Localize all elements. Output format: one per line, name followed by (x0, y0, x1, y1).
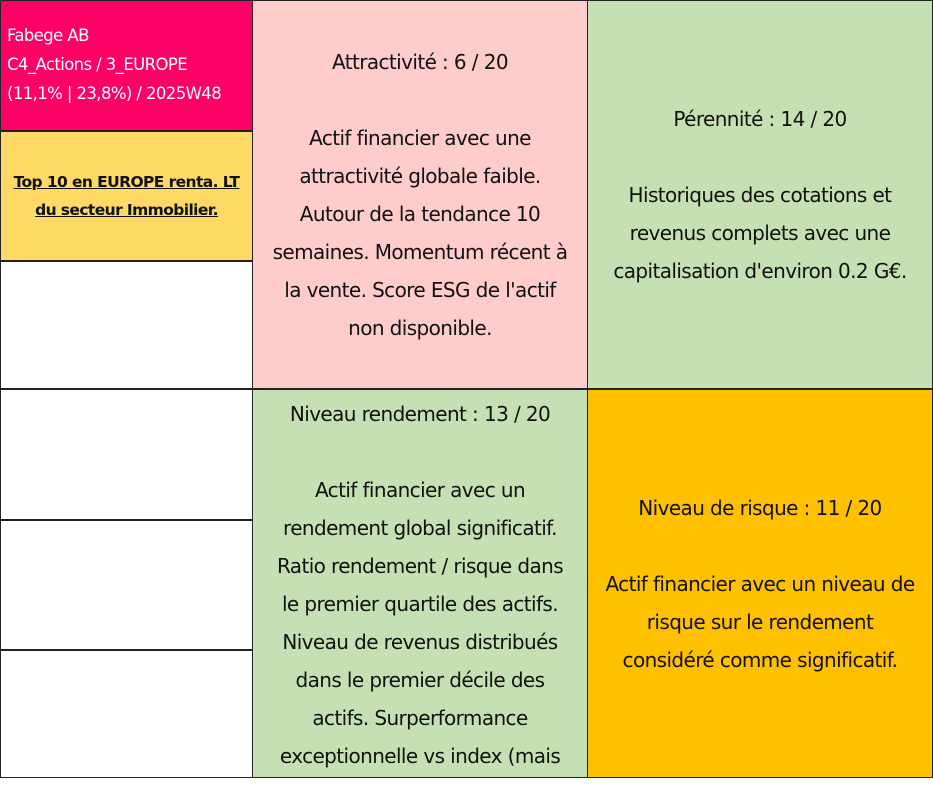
attractivite-cell (252, 0, 588, 389)
empty-cell (0, 389, 253, 520)
rendement-title: Niveau rendement : 13 / 20 (289, 402, 551, 426)
rendement-line: Niveau de revenus distribués (282, 630, 558, 654)
empty-cell (0, 520, 253, 650)
empty-cell (0, 261, 253, 389)
attractivite-line: attractivité globale faible. (299, 164, 541, 188)
asset-name: Fabege AB (7, 26, 89, 45)
rendement-line: actifs. Surperformance (312, 706, 528, 730)
attractivite-line: la vente. Score ESG de l'actif (284, 278, 556, 302)
rendement-line: Actif financier avec un (314, 478, 526, 502)
risque-line: considéré comme significatif. (622, 647, 898, 672)
rendement-cell (252, 389, 588, 778)
attractivite-title: Attractivité : 6 / 20 (332, 50, 508, 74)
attractivite-line: Autour de la tendance 10 (299, 202, 541, 226)
risque-line: risque sur le rendement (646, 609, 874, 634)
perennite-line: Historiques des cotations et (628, 182, 892, 207)
risque-line: Actif financier avec un niveau de (605, 571, 915, 596)
attractivite-line: non disponible. (348, 316, 492, 340)
asset-identity-cell (0, 0, 253, 131)
ranking-cell (0, 131, 253, 261)
attractivite-line: Actif financier avec une (309, 126, 531, 150)
ranking-link[interactable]: Top 10 en EUROPE renta. LT du secteur Immobilier. (13, 173, 240, 219)
perennite-title: Pérennité : 14 / 20 (673, 106, 847, 131)
rendement-line: dans le premier décile des (295, 668, 545, 692)
risque-cell (587, 389, 933, 778)
risque-title: Niveau de risque : 11 / 20 (638, 495, 882, 520)
asset-category: C4_Actions / 3_EUROPE (7, 55, 188, 74)
rendement-line: rendement global significatif. (283, 516, 557, 540)
perennite-line: revenus complets avec une (629, 220, 891, 245)
rendement-line: Ratio rendement / risque dans (276, 554, 564, 578)
rendement-line: le premier quartile des actifs. (281, 592, 559, 616)
asset-performance: (11,1% | 23,8%) / 2025W48 (7, 84, 222, 103)
attractivite-line: semaines. Momentum récent à (272, 240, 568, 264)
rendement-line: exceptionnelle vs index (mais (279, 744, 561, 768)
perennite-line: capitalisation d'environ 0.2 G€. (613, 258, 907, 283)
perennite-cell (587, 0, 933, 389)
empty-cell (0, 650, 253, 778)
